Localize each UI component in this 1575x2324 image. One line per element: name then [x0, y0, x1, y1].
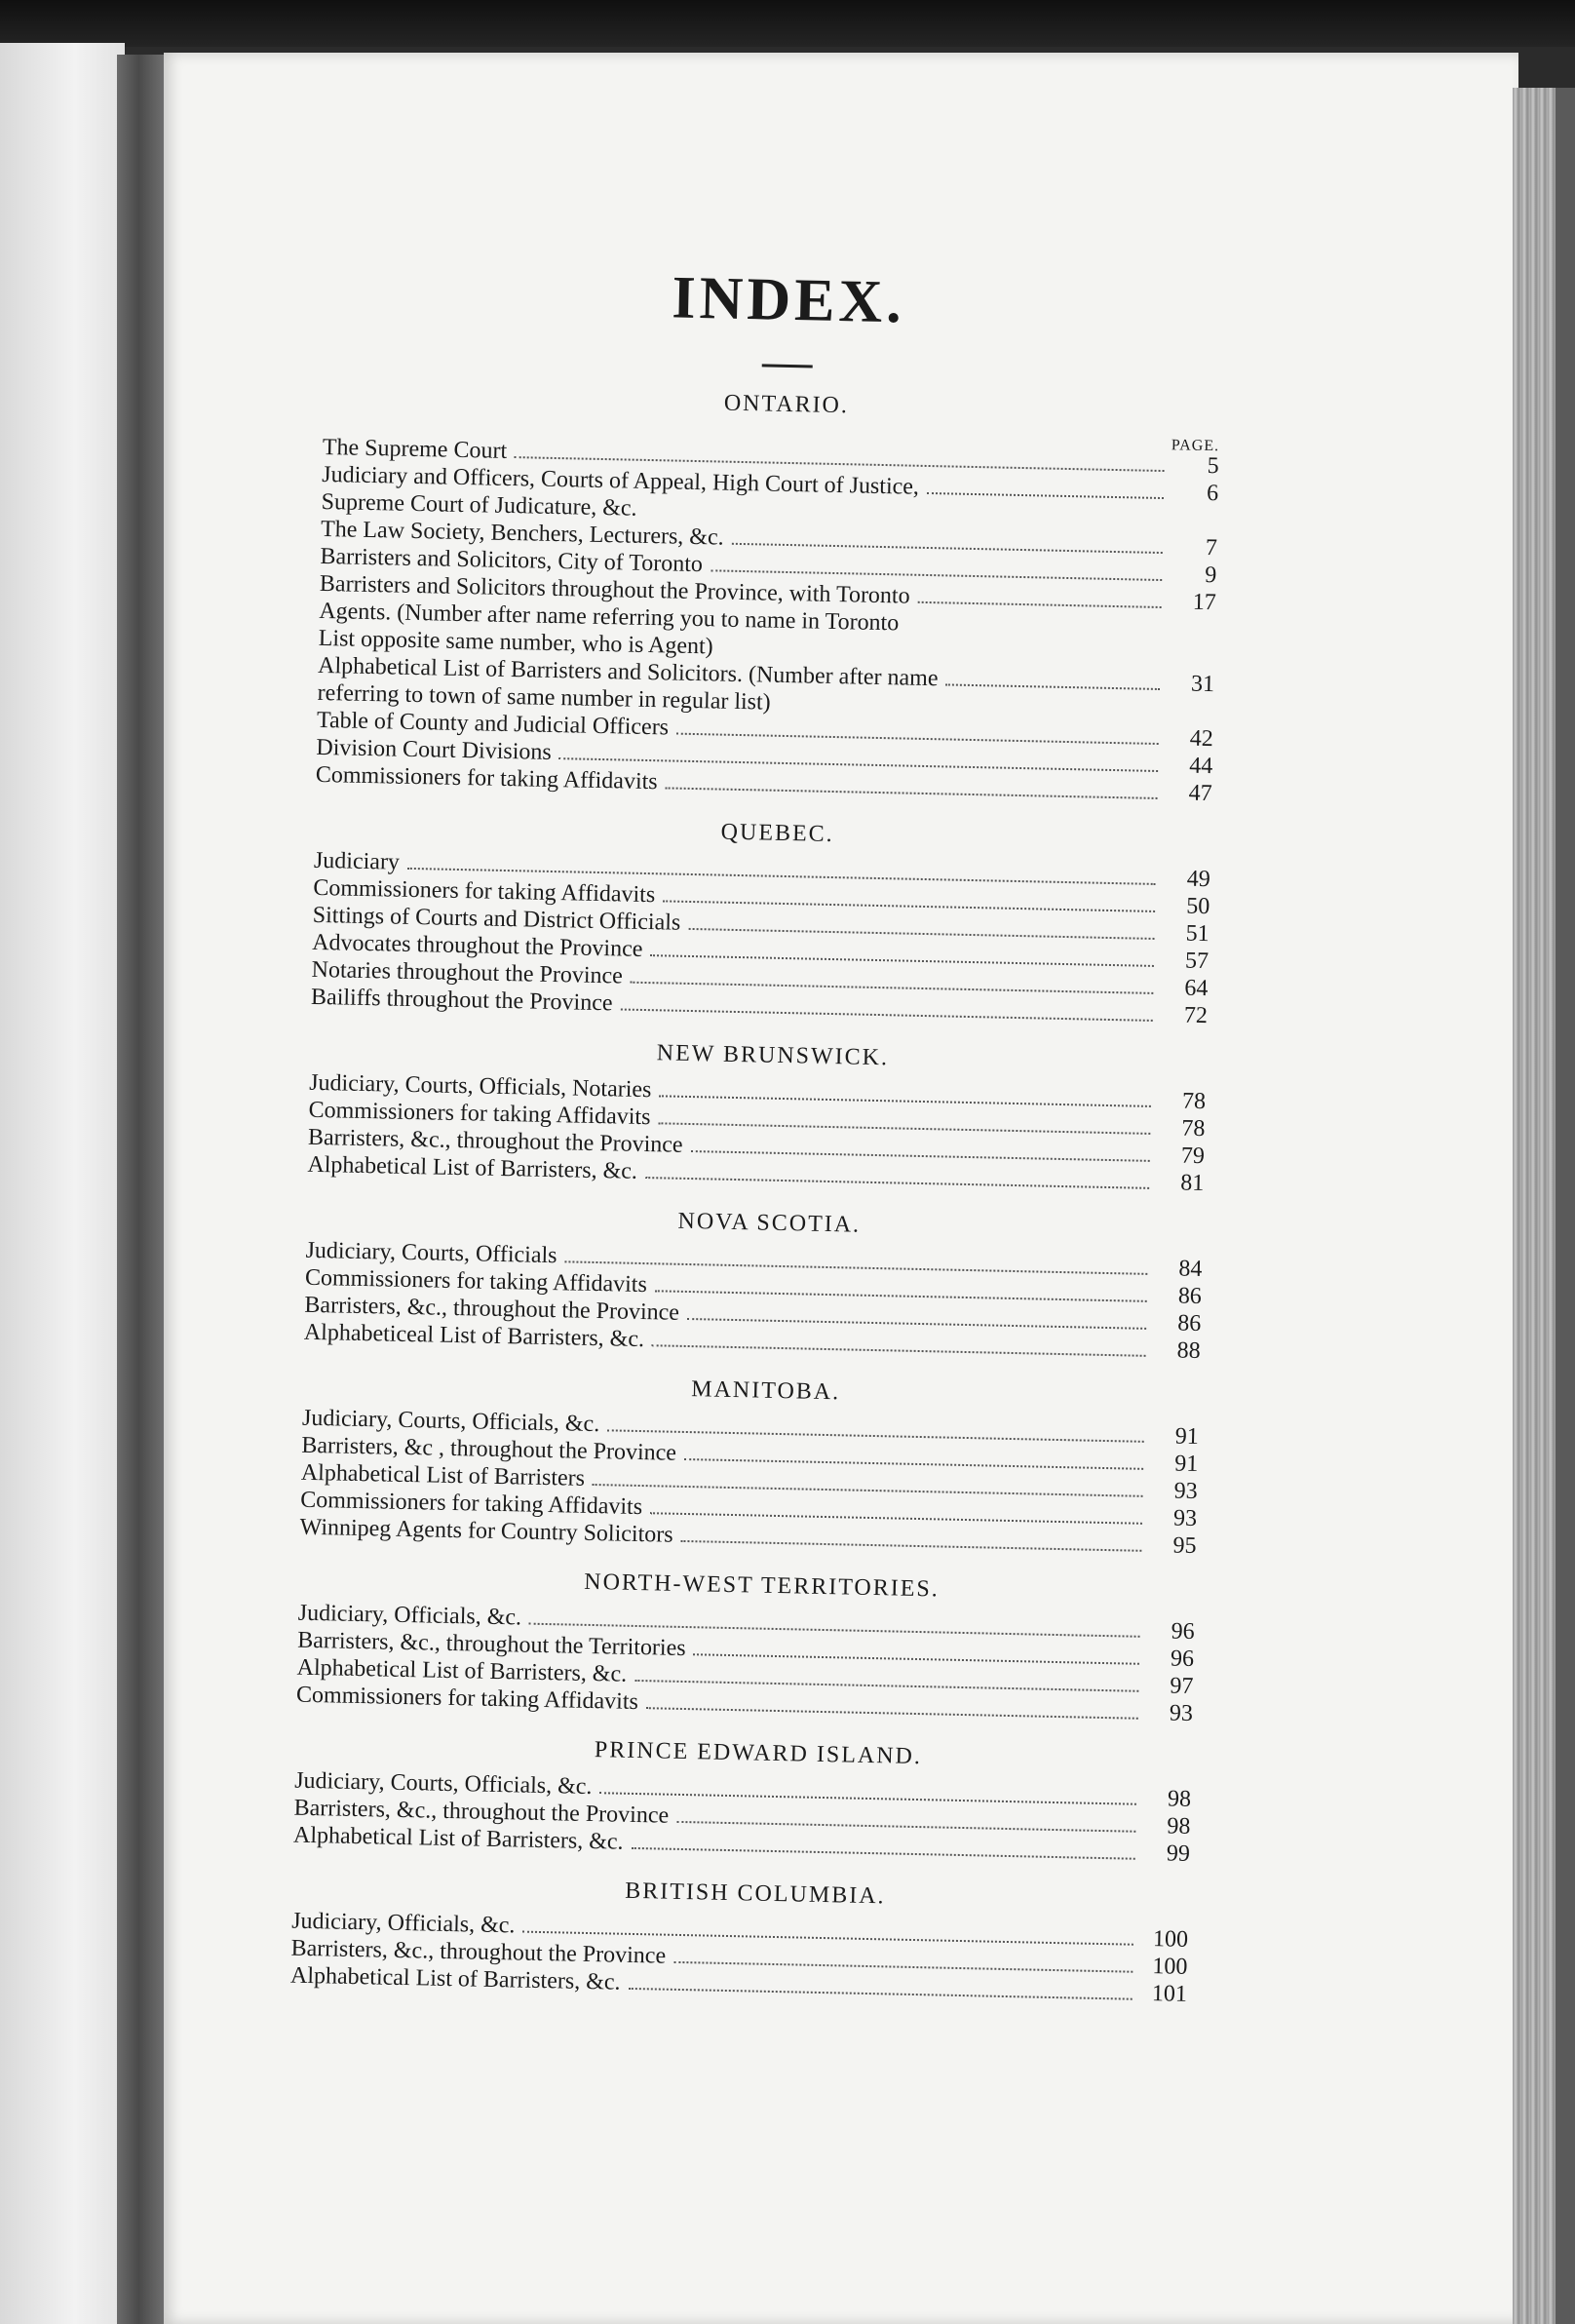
- dot-leader: [645, 1177, 1149, 1189]
- entry-label: Judiciary, Courts, Officials, &c.: [301, 1405, 600, 1438]
- page-column-label: PAGE.: [1171, 437, 1220, 455]
- entry-page-number: 93: [1169, 1700, 1194, 1726]
- entry-page-number: 95: [1172, 1532, 1197, 1559]
- dot-leader: [665, 787, 1157, 799]
- entry-label: Winnipeg Agents for Country Solicitors: [299, 1514, 673, 1548]
- entry-page-number: 100: [1152, 1926, 1189, 1953]
- entry-page-number: 84: [1178, 1256, 1203, 1283]
- entry-page-number: 97: [1170, 1673, 1194, 1699]
- section-title: NORTH-WEST TERRITORIES.: [584, 1569, 941, 1603]
- entry-label: Alphabetical List of Barristers and Solicitors. (Number after name referring to town of same number in regular list): [317, 652, 939, 716]
- entry-label: Alphabetical List of Barristers, &c.: [296, 1654, 628, 1687]
- entry-page-number: 78: [1181, 1088, 1207, 1115]
- entry-label: Sittings of Courts and District Officials: [312, 902, 681, 936]
- facing-page-edge: [0, 43, 125, 2324]
- section-title: NOVA SCOTIA.: [677, 1208, 862, 1238]
- entry-page-number: 17: [1192, 589, 1217, 616]
- entry-page-number: 42: [1189, 725, 1214, 753]
- entry-label: Alphabeticeal List of Barristers, &c.: [303, 1319, 645, 1353]
- entry-label: Barristers, &c , throughout the Province: [301, 1432, 677, 1466]
- entry-label: Division Court Divisions: [316, 734, 553, 765]
- index-content: [289, 255, 1222, 2028]
- entry-label: Bailiffs throughout the Province: [310, 984, 613, 1017]
- entry-label: The Supreme Court: [322, 434, 508, 464]
- entry-page-number: 99: [1166, 1840, 1191, 1867]
- entry-label: Judiciary, Officials, &c.: [297, 1600, 522, 1631]
- dot-leader: [945, 683, 1160, 690]
- entry-page-number: 86: [1177, 1283, 1203, 1310]
- page-title: INDEX.: [671, 264, 906, 336]
- entry-label: Judiciary and Officers, Courts of Appeal, High Court of Justice, Supreme Court of Judicature, &c.: [321, 461, 920, 522]
- section-title: ONTARIO.: [723, 390, 850, 419]
- dot-leader: [680, 1540, 1141, 1552]
- entry-page-number: 91: [1174, 1423, 1200, 1451]
- entry-label: Commissioners for taking Affidavits: [308, 1097, 651, 1131]
- entry-page-number: 72: [1183, 1002, 1209, 1029]
- dot-leader: [628, 1988, 1132, 2000]
- index-section: [316, 379, 1221, 807]
- entry-label: Barristers, &c., throughout the Territories: [296, 1627, 686, 1662]
- entry-page-number: 79: [1180, 1143, 1206, 1170]
- index-section: [293, 1728, 1192, 1868]
- entry-page-number: 57: [1184, 948, 1210, 975]
- entry-page-number: 101: [1151, 1981, 1188, 2007]
- entry-page-number: 91: [1173, 1451, 1199, 1477]
- entry-page-number: 49: [1186, 866, 1211, 893]
- index-section: [296, 1561, 1196, 1727]
- index-section: [311, 808, 1211, 1029]
- entry-page-number: 47: [1188, 780, 1212, 807]
- dot-leader: [927, 492, 1164, 499]
- entry-label: Barristers, &c., throughout the Province: [290, 1935, 667, 1969]
- dot-leader: [917, 601, 1161, 608]
- entry-page-number: 9: [1205, 562, 1217, 589]
- dot-leader: [652, 1344, 1146, 1357]
- entry-label: Commissioners for taking Affidavits: [315, 761, 658, 795]
- dot-leader: [631, 1847, 1134, 1860]
- entry-label: Judiciary, Officials, &c.: [290, 1908, 516, 1939]
- entry-page-number: 44: [1188, 753, 1213, 780]
- title-rule: [762, 364, 813, 368]
- entry-label: Notaries throughout the Province: [311, 956, 624, 989]
- entry-label: Barristers and Solicitors, City of Toronto: [320, 543, 704, 578]
- index-section: [299, 1366, 1200, 1560]
- section-title: NEW BRUNSWICK.: [656, 1040, 890, 1071]
- entry-label: Judiciary, Courts, Officials, Notaries: [308, 1069, 652, 1104]
- entry-label: Table of County and Judicial Officers: [316, 707, 670, 741]
- entry-label: Commissioners for taking Affidavits: [299, 1487, 643, 1521]
- entry-label: Commissioners for taking Affidavits: [295, 1682, 639, 1716]
- entry-label: Barristers, &c., throughout the Province: [307, 1124, 683, 1158]
- entry-label: Judiciary: [313, 847, 401, 875]
- entry-label: Alphabetical List of Barristers, &c.: [307, 1151, 638, 1184]
- entry-label: Alphabetical List of Barristers, &c.: [289, 1962, 621, 1995]
- entry-label: Commissioners for taking Affidavits: [304, 1264, 648, 1298]
- entry-label: Commissioners for taking Affidavits: [313, 874, 656, 909]
- entry-page-number: 93: [1173, 1478, 1198, 1504]
- entry-label: Judiciary, Courts, Officials: [305, 1237, 557, 1269]
- entry-page-number: 51: [1185, 920, 1210, 948]
- entry-page-number: 96: [1171, 1618, 1195, 1645]
- section-title: MANITOBA.: [690, 1376, 841, 1406]
- index-section: [290, 1869, 1189, 2008]
- entry-page-number: 86: [1176, 1310, 1202, 1337]
- entry-page-number: 5: [1207, 452, 1219, 480]
- entry-label: Barristers, &c., throughout the Province: [304, 1292, 680, 1326]
- section-title: BRITISH COLUMBIA.: [624, 1878, 886, 1910]
- entry-page-number: 64: [1184, 975, 1209, 1002]
- dot-leader: [646, 1707, 1138, 1720]
- index-sections: [290, 379, 1220, 2008]
- section-title: QUEBEC.: [720, 819, 834, 848]
- entry-page-number: 31: [1190, 671, 1215, 698]
- entry-page-number: 100: [1152, 1954, 1188, 1980]
- entry-page-number: 98: [1167, 1786, 1192, 1812]
- entry-label: Judiciary, Courts, Officials, &c.: [293, 1767, 593, 1801]
- index-section: [304, 1198, 1204, 1365]
- book-cover-edge: [1556, 88, 1575, 2324]
- entry-label: Advocates throughout the Province: [311, 929, 643, 962]
- entry-page-number: 6: [1206, 480, 1219, 507]
- entry-label: Alphabetical List of Barristers, &c.: [292, 1822, 624, 1855]
- dot-leader: [620, 1008, 1152, 1021]
- entry-page-number: 81: [1179, 1170, 1205, 1197]
- index-section: [307, 1030, 1207, 1197]
- entry-page-number: 50: [1185, 893, 1210, 920]
- entry-page-number: 7: [1205, 534, 1218, 562]
- entry-page-number: 78: [1181, 1115, 1206, 1143]
- scan-top-border: [0, 0, 1575, 47]
- entry-label: Barristers, &c., throughout the Province: [293, 1795, 670, 1829]
- entry-label: The Law Society, Benchers, Lecturers, &c.: [320, 516, 724, 551]
- entry-page-number: 93: [1172, 1505, 1198, 1531]
- section-title: PRINCE EDWARD ISLAND.: [594, 1737, 923, 1770]
- entry-label: Barristers and Solicitors throughout the Province, with Toronto Agents. (Number after name referring you to name in Toronto List opposite same number, who is Agent): [318, 570, 910, 660]
- entry-page-number: 96: [1170, 1646, 1195, 1672]
- entry-page-number: 98: [1167, 1813, 1191, 1840]
- entry-page-number: 88: [1176, 1337, 1201, 1365]
- entry-label: Alphabetical List of Barristers: [300, 1459, 586, 1491]
